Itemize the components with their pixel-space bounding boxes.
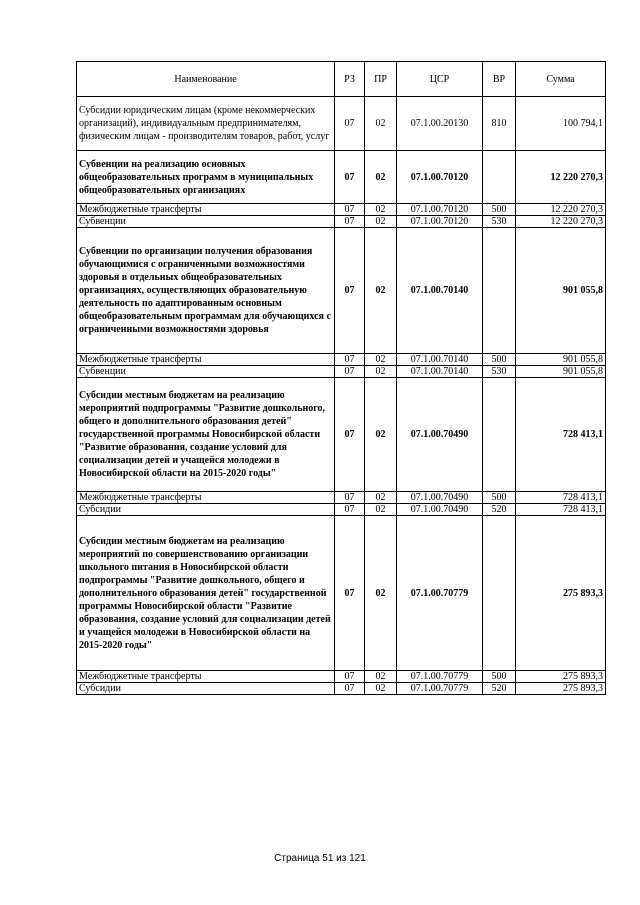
row-csr: 07.1.00.70779: [397, 516, 483, 671]
row-sum: 12 220 270,3: [516, 151, 606, 204]
row-sum: 275 893,3: [516, 671, 606, 683]
header-rz: РЗ: [335, 62, 365, 97]
row-rz: 07: [335, 504, 365, 516]
header-sum: Сумма: [516, 62, 606, 97]
row-sum: 901 055,8: [516, 228, 606, 354]
table-row: [77, 97, 606, 151]
row-vr: [483, 378, 516, 492]
table-row: [77, 354, 606, 366]
row-csr: 07.1.00.70140: [397, 366, 483, 378]
row-csr: 07.1.00.20130: [397, 97, 483, 151]
row-pr: 02: [365, 492, 397, 504]
row-name: Субвенции: [77, 216, 335, 228]
table-row: [77, 151, 606, 204]
header-pr: ПР: [365, 62, 397, 97]
row-sum: 728 413,1: [516, 492, 606, 504]
row-name: Субсидии местным бюджетам на реализацию мероприятий по совершенствованию организации школьного питания в Новосибирской области подпрограммы "Развитие дошкольного, общего и дополнительного образования детей" государственной программы Новосибирской области "Развитие образования, создание условий для социализации детей и учащейся молодежи в Новосибирской области на 2015-2020 годы": [77, 516, 335, 671]
row-pr: 02: [365, 151, 397, 204]
row-name: Субсидии: [77, 504, 335, 516]
row-vr: 500: [483, 492, 516, 504]
row-csr: 07.1.00.70490: [397, 504, 483, 516]
row-csr: 07.1.00.70140: [397, 354, 483, 366]
budget-table: [76, 61, 606, 695]
row-name: Субвенции по организации получения образования обучающимися с ограниченными возможностями здоровья в отдельных общеобразовательных организациях, осуществляющих образовательную деятельность по адаптированным основным общеобразовательным программам для обучающихся с ограниченными возможностями здоровья: [77, 228, 335, 354]
row-vr: 520: [483, 504, 516, 516]
row-sum: 275 893,3: [516, 516, 606, 671]
header-row: [77, 62, 606, 97]
row-csr: 07.1.00.70779: [397, 671, 483, 683]
row-vr: 520: [483, 683, 516, 695]
row-sum: 12 220 270,3: [516, 216, 606, 228]
row-rz: 07: [335, 671, 365, 683]
row-pr: 02: [365, 516, 397, 671]
row-vr: 500: [483, 354, 516, 366]
row-sum: 901 055,8: [516, 366, 606, 378]
table-row: [77, 216, 606, 228]
row-pr: 02: [365, 354, 397, 366]
row-sum: 12 220 270,3: [516, 204, 606, 216]
row-sum: 901 055,8: [516, 354, 606, 366]
row-rz: 07: [335, 151, 365, 204]
table-row: [77, 504, 606, 516]
row-rz: 07: [335, 683, 365, 695]
row-vr: 530: [483, 216, 516, 228]
row-name: Субсидии юридическим лицам (кроме некоммерческих организаций), индивидуальным предпринимателям, физическим лицам - производителям товаров, работ, услуг: [77, 97, 335, 151]
table-row: [77, 516, 606, 671]
row-name: Межбюджетные трансферты: [77, 671, 335, 683]
row-name: Субвенции на реализацию основных общеобразовательных программ в муниципальных общеобразовательных организациях: [77, 151, 335, 204]
row-sum: 728 413,1: [516, 378, 606, 492]
row-pr: 02: [365, 204, 397, 216]
row-rz: 07: [335, 228, 365, 354]
row-vr: 500: [483, 671, 516, 683]
row-vr: 500: [483, 204, 516, 216]
row-csr: 07.1.00.70779: [397, 683, 483, 695]
row-rz: 07: [335, 366, 365, 378]
row-rz: 07: [335, 354, 365, 366]
row-rz: 07: [335, 492, 365, 504]
row-vr: 810: [483, 97, 516, 151]
table-row: [77, 228, 606, 354]
row-csr: 07.1.00.70490: [397, 378, 483, 492]
row-rz: 07: [335, 378, 365, 492]
row-name: Субвенции: [77, 366, 335, 378]
row-vr: [483, 516, 516, 671]
table-row: [77, 378, 606, 492]
table-row: [77, 671, 606, 683]
header-name: Наименование: [77, 62, 335, 97]
row-pr: 02: [365, 366, 397, 378]
row-rz: 07: [335, 204, 365, 216]
row-vr: [483, 151, 516, 204]
row-name: Межбюджетные трансферты: [77, 354, 335, 366]
row-vr: [483, 228, 516, 354]
row-rz: 07: [335, 97, 365, 151]
row-csr: 07.1.00.70140: [397, 228, 483, 354]
header-vr: ВР: [483, 62, 516, 97]
row-rz: 07: [335, 516, 365, 671]
row-name: Субсидии: [77, 683, 335, 695]
row-sum: 728 413,1: [516, 504, 606, 516]
table-row: [77, 683, 606, 695]
row-csr: 07.1.00.70120: [397, 216, 483, 228]
row-vr: 530: [483, 366, 516, 378]
row-csr: 07.1.00.70490: [397, 492, 483, 504]
table-row: [77, 492, 606, 504]
row-name: Межбюджетные трансферты: [77, 492, 335, 504]
row-pr: 02: [365, 683, 397, 695]
row-sum: 100 794,1: [516, 97, 606, 151]
row-csr: 07.1.00.70120: [397, 151, 483, 204]
table-row: [77, 366, 606, 378]
row-csr: 07.1.00.70120: [397, 204, 483, 216]
row-sum: 275 893,3: [516, 683, 606, 695]
page-number: Страница 51 из 121: [274, 853, 366, 864]
row-rz: 07: [335, 216, 365, 228]
row-pr: 02: [365, 228, 397, 354]
row-pr: 02: [365, 216, 397, 228]
row-name: Субсидии местным бюджетам на реализацию мероприятий подпрограммы "Развитие дошкольного, общего и дополнительного образования детей" государственной программы Новосибирской области "Развитие образования, создание условий для социализации детей и учащейся молодежи в Новосибирской области на 2015-2020 годы": [77, 378, 335, 492]
row-pr: 02: [365, 504, 397, 516]
header-csr: ЦСР: [397, 62, 483, 97]
row-pr: 02: [365, 97, 397, 151]
table-row: [77, 204, 606, 216]
row-pr: 02: [365, 671, 397, 683]
row-name: Межбюджетные трансферты: [77, 204, 335, 216]
row-pr: 02: [365, 378, 397, 492]
